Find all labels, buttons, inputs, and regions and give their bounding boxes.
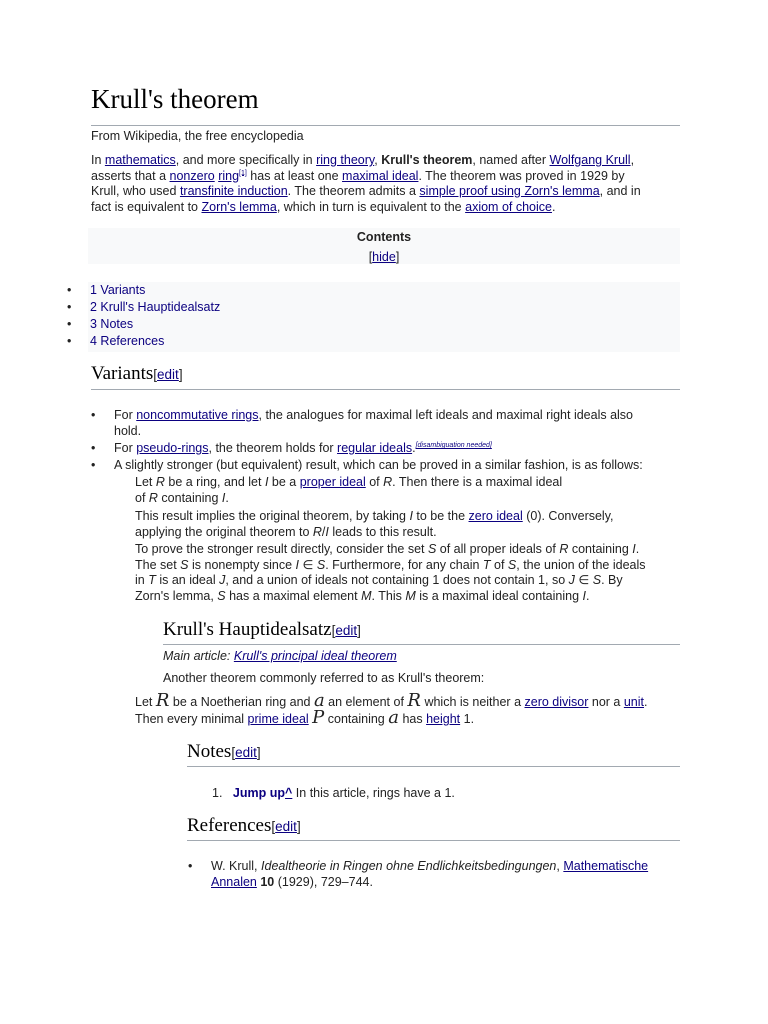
toc-list xyxy=(67,282,680,352)
main-article-note: Main article: Krull's principal ideal theorem xyxy=(163,649,397,663)
link-zorns-lemma[interactable]: Zorn's lemma xyxy=(201,199,277,214)
toc-title: Contents xyxy=(356,230,412,244)
edit-variants-link[interactable]: edit xyxy=(157,367,179,382)
link-pseudo-rings[interactable]: pseudo-rings xyxy=(136,441,209,456)
link-mathematics[interactable]: mathematics xyxy=(104,153,176,167)
list-item: • For pseudo-rings, the theorem holds for regular ideals.[disambiguation needed] xyxy=(91,441,492,456)
variants-list xyxy=(91,408,684,473)
variants-divider xyxy=(91,389,680,390)
stronger-statement: Let R be a ring, and let I be a proper ideal of R. Then there is a maximal ideal of R containing I. xyxy=(135,475,563,505)
hauptidealsatz-statement: Let R be a Noetherian ring and a an element of R which is neither a zero divisor nor a unit. Then every minimal prime ideal P containing a has height 1. xyxy=(135,690,648,728)
jump-up-caret[interactable]: ^ xyxy=(285,786,293,800)
disambiguation-needed-link[interactable]: [disambiguation needed] xyxy=(415,442,492,450)
title-divider xyxy=(91,125,680,126)
link-zero-ideal[interactable]: zero ideal xyxy=(468,509,523,523)
toc-item-notes[interactable]: • 3 Notes xyxy=(67,317,134,331)
link-nonzero[interactable]: nonzero xyxy=(169,168,215,183)
link-ring[interactable]: ring xyxy=(218,168,240,183)
link-regular-ideals[interactable]: regular ideals xyxy=(337,441,413,456)
notes-divider xyxy=(187,766,680,767)
link-mathematische-annalen[interactable]: Mathematische xyxy=(563,859,649,873)
link-noncommutative-rings[interactable]: noncommutative rings xyxy=(136,408,259,422)
link-proper-ideal[interactable]: proper ideal xyxy=(299,475,366,489)
link-transfinite-induction[interactable]: transfinite induction xyxy=(179,184,288,199)
link-ring-theory[interactable]: ring theory xyxy=(316,153,375,167)
reference-item: • W. Krull, Idealtheorie in Ringen ohne Endlichkeitsbedingungen, Mathematische Annalen 10 (1929), 729–744. xyxy=(188,859,649,889)
link-simple-proof[interactable]: simple proof using Zorn's lemma xyxy=(419,184,600,199)
heading-notes: Notes[edit] xyxy=(187,741,261,762)
link-unit[interactable]: unit xyxy=(623,695,645,709)
references-divider xyxy=(187,840,680,841)
hauptidealsatz-divider xyxy=(163,644,680,645)
link-maximal-ideal[interactable]: maximal ideal xyxy=(342,168,419,183)
implication-paragraph: This result implies the original theorem, by taking I to be the zero ideal (0). Conversely, applying the original theorem to R/I leads to this result. xyxy=(135,509,614,539)
toc-box xyxy=(88,228,680,264)
list-item: • For noncommutative rings, the analogues for maximal left ideals and maximal right ideals also hold. xyxy=(91,408,634,438)
note-1: 1. Jump up^ In this article, rings have a 1. xyxy=(212,786,455,800)
link-principal-ideal-theorem[interactable]: Krull's principal ideal theorem xyxy=(233,649,397,663)
page-title: Krull's theorem xyxy=(91,84,259,114)
toc-hide-toggle: [hide] xyxy=(368,249,400,264)
proof-paragraph: To prove the stronger result directly, consider the set S of all proper ideals of R containing I. The set S is nonempty since I ∈ S. Furthermore, for any chain T of S, the union of the ideals in T is an ideal J, and a union of ideals not containing 1 does not contain 1, so J ∈ S. By Zorn's lemma, S has a maximal element M. This M is a maximal ideal containing I. xyxy=(135,542,646,603)
link-height[interactable]: height xyxy=(426,712,461,726)
link-axiom-of-choice[interactable]: axiom of choice xyxy=(465,199,552,214)
reference-1[interactable]: [1] xyxy=(239,169,247,177)
edit-references-link[interactable]: edit xyxy=(275,819,297,834)
heading-variants: Variants[edit] xyxy=(91,363,183,384)
toc-item-hauptidealsatz[interactable]: • 2 Krull's Hauptidealsatz xyxy=(67,300,221,314)
heading-hauptidealsatz: Krull's Hauptidealsatz[edit] xyxy=(163,619,361,640)
page-subtitle: From Wikipedia, the free encyclopedia xyxy=(91,129,304,143)
edit-notes-link[interactable]: edit xyxy=(235,745,257,760)
list-item: • A slightly stronger (but equivalent) result, which can be proved in a similar fashion, is as follows: xyxy=(91,457,643,472)
intro-paragraph: In mathematics, and more specifically in ring theory, Krull's theorem, named after Wolfgang Krull, asserts that a nonzero ring[1] has at least one maximal ideal. The theorem was proved in 1929 by Krull, who used transfinite induction. The theorem admits a simple proof using Zorn's lemma, and in fact is equivalent to Zorn's lemma, which in turn is equivalent to the axiom of choice. xyxy=(91,153,641,214)
toc-item-references[interactable]: • 4 References xyxy=(67,334,165,348)
hauptidealsatz-intro: Another theorem commonly referred to as Krull's theorem: xyxy=(163,671,485,685)
toc-hide-link[interactable]: hide xyxy=(372,249,396,264)
link-wolfgang-krull[interactable]: Wolfgang Krull xyxy=(549,153,631,167)
edit-hauptidealsatz-link[interactable]: edit xyxy=(335,623,358,638)
jump-up-link[interactable]: Jump up xyxy=(232,786,286,800)
heading-references: References[edit] xyxy=(187,815,301,836)
toc-item-variants[interactable]: • 1 Variants xyxy=(67,283,146,297)
link-prime-ideal[interactable]: prime ideal xyxy=(247,712,309,726)
link-zero-divisor[interactable]: zero divisor xyxy=(524,695,589,709)
link-annalen[interactable]: Annalen xyxy=(211,874,257,889)
